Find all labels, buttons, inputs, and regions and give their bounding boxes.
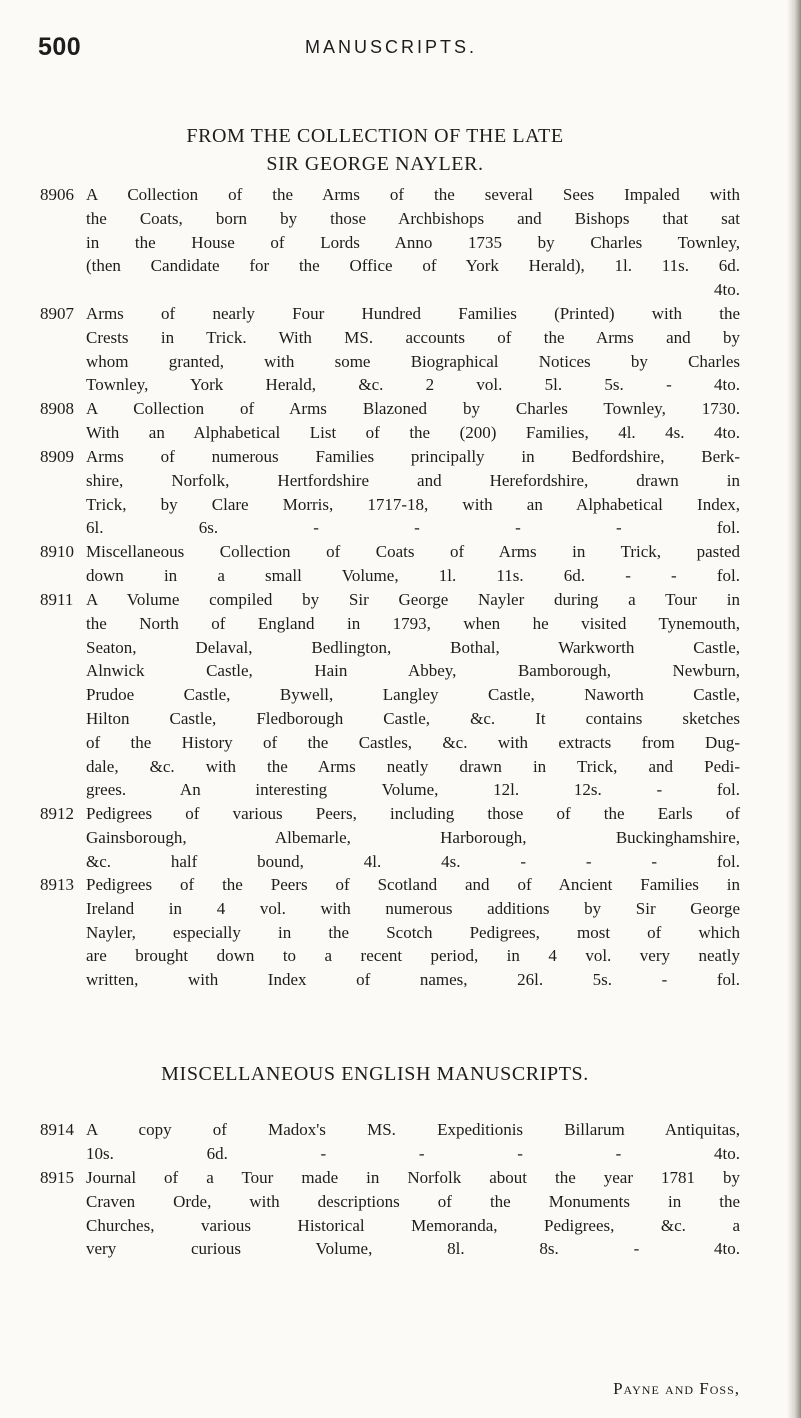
catalogue-entry xyxy=(40,1118,740,1166)
entry-line: Alnwick Castle, Hain Abbey, Bamborough, Newburn, xyxy=(86,661,740,681)
entry-line: shire, Norfolk, Hertfordshire and Herefordshire, drawn in xyxy=(86,470,740,490)
entry-number: 8915 xyxy=(40,1168,74,1187)
entry-line: Arms of nearly Four Hundred Families (Printed) with the xyxy=(86,304,740,323)
catalogue-entry xyxy=(40,397,740,445)
running-title: MANUSCRIPTS. xyxy=(305,37,478,57)
entry-line: the Coats, born by those Archbishops and Bishops that sat xyxy=(86,208,740,228)
entry-line: 10s. 6d. - - - - 4to. xyxy=(86,1143,740,1163)
catalogue-entry xyxy=(40,540,740,588)
catalogue-entry xyxy=(40,302,740,397)
entry-line: (then Candidate for the Office of York Herald), 1l. 11s. 6d. xyxy=(86,256,740,276)
entry-line: Prudoe Castle, Bywell, Langley Castle, Naworth Castle, xyxy=(86,685,740,705)
entry-line: Miscellaneous Collection of Coats of Arms in Trick, pasted xyxy=(86,542,740,561)
catalogue-entry xyxy=(40,873,740,992)
catalogue-entry xyxy=(40,802,740,873)
entry-line: whom granted, with some Biographical Notices by Charles xyxy=(86,351,740,371)
entry-number: 8914 xyxy=(40,1120,74,1139)
page-number: 500 xyxy=(38,33,82,61)
entry-line: the North of England in 1793, when he visited Tynemouth, xyxy=(86,613,740,633)
entry-line: Churches, various Historical Memoranda, Pedigrees, &c. a xyxy=(86,1215,740,1235)
entry-number: 8908 xyxy=(40,399,74,418)
entry-line: A Collection of the Arms of the several Sees Impaled with xyxy=(86,185,740,204)
section-heading xyxy=(0,1060,750,1088)
entry-line: Pedigrees of the Peers of Scotland and of Ancient Families in xyxy=(86,875,740,894)
entry-line: Seaton, Delaval, Bedlington, Bothal, Warkworth Castle, xyxy=(86,637,740,657)
entry-number: 8907 xyxy=(40,304,74,323)
heading-line: SIR GEORGE NAYLER. xyxy=(266,153,484,175)
entry-line: Nayler, especially in the Scotch Pedigrees, most of which xyxy=(86,922,740,942)
page-edge-shadow xyxy=(787,0,801,1418)
heading-line: MISCELLANEOUS ENGLISH MANUSCRIPTS. xyxy=(161,1063,589,1085)
entry-line: Craven Orde, with descriptions of the Monuments in the xyxy=(86,1191,740,1211)
entry-line: A Collection of Arms Blazoned by Charles Townley, 1730. xyxy=(86,399,740,418)
entry-number: 8909 xyxy=(40,447,74,466)
entry-line: Gainsborough, Albemarle, Harborough, Buckinghamshire, xyxy=(86,827,740,847)
entry-line: very curious Volume, 8l. 8s. - 4to. xyxy=(86,1239,740,1259)
section-heading xyxy=(0,122,750,178)
heading-line: FROM THE COLLECTION OF THE LATE xyxy=(186,125,564,147)
entry-number: 8912 xyxy=(40,804,74,823)
entry-number: 8906 xyxy=(40,185,74,204)
entry-line: of the History of the Castles, &c. with extracts from Dug- xyxy=(86,732,740,752)
entry-line: Journal of a Tour made in Norfolk about the year 1781 by xyxy=(86,1168,740,1187)
entry-line: &c. half bound, 4l. 4s. - - - fol. xyxy=(86,851,740,871)
entry-line: Trick, by Clare Morris, 1717-18, with an Alphabetical Index, xyxy=(86,494,740,514)
entry-line: grees. An interesting Volume, 12l. 12s. - fol. xyxy=(86,780,740,800)
entry-line: A Volume compiled by Sir George Nayler during a Tour in xyxy=(86,590,740,609)
entry-number: 8910 xyxy=(40,542,74,561)
entry-format: 4to. xyxy=(714,280,740,300)
entry-line: A copy of Madox's MS. Expeditionis Billarum Antiquitas, xyxy=(86,1120,740,1139)
entry-line: Ireland in 4 vol. with numerous additions by Sir George xyxy=(86,898,740,918)
catalogue-entry xyxy=(40,1166,740,1261)
entry-line: dale, &c. with the Arms neatly drawn in Trick, and Pedi- xyxy=(86,756,740,776)
entry-line: With an Alphabetical List of the (200) Families, 4l. 4s. 4to. xyxy=(86,422,740,442)
catalogue-entry xyxy=(40,183,740,302)
entry-line: Pedigrees of various Peers, including those of the Earls of xyxy=(86,804,740,823)
entry-number: 8913 xyxy=(40,875,74,894)
catalogue-entry xyxy=(40,588,740,802)
entry-line: are brought down to a recent period, in 4 vol. very neatly xyxy=(86,946,740,966)
publisher-signature: Payne and Foss, xyxy=(613,1379,740,1398)
entry-line: Hilton Castle, Fledborough Castle, &c. It contains sketches xyxy=(86,708,740,728)
catalogue-entry xyxy=(40,445,740,540)
entry-line: 6l. 6s. - - - - fol. xyxy=(86,518,740,538)
entry-number: 8911 xyxy=(40,590,74,609)
entry-line: Townley, York Herald, &c. 2 vol. 5l. 5s. - 4to. xyxy=(86,375,740,395)
entry-line: in the House of Lords Anno 1735 by Charles Townley, xyxy=(86,232,740,252)
entry-line: Arms of numerous Families principally in Bedfordshire, Berk- xyxy=(86,447,740,466)
entry-line: Crests in Trick. With MS. accounts of the Arms and by xyxy=(86,327,740,347)
entry-line: written, with Index of names, 26l. 5s. - fol. xyxy=(86,970,740,990)
entry-line: down in a small Volume, 1l. 11s. 6d. - - fol. xyxy=(86,565,740,585)
